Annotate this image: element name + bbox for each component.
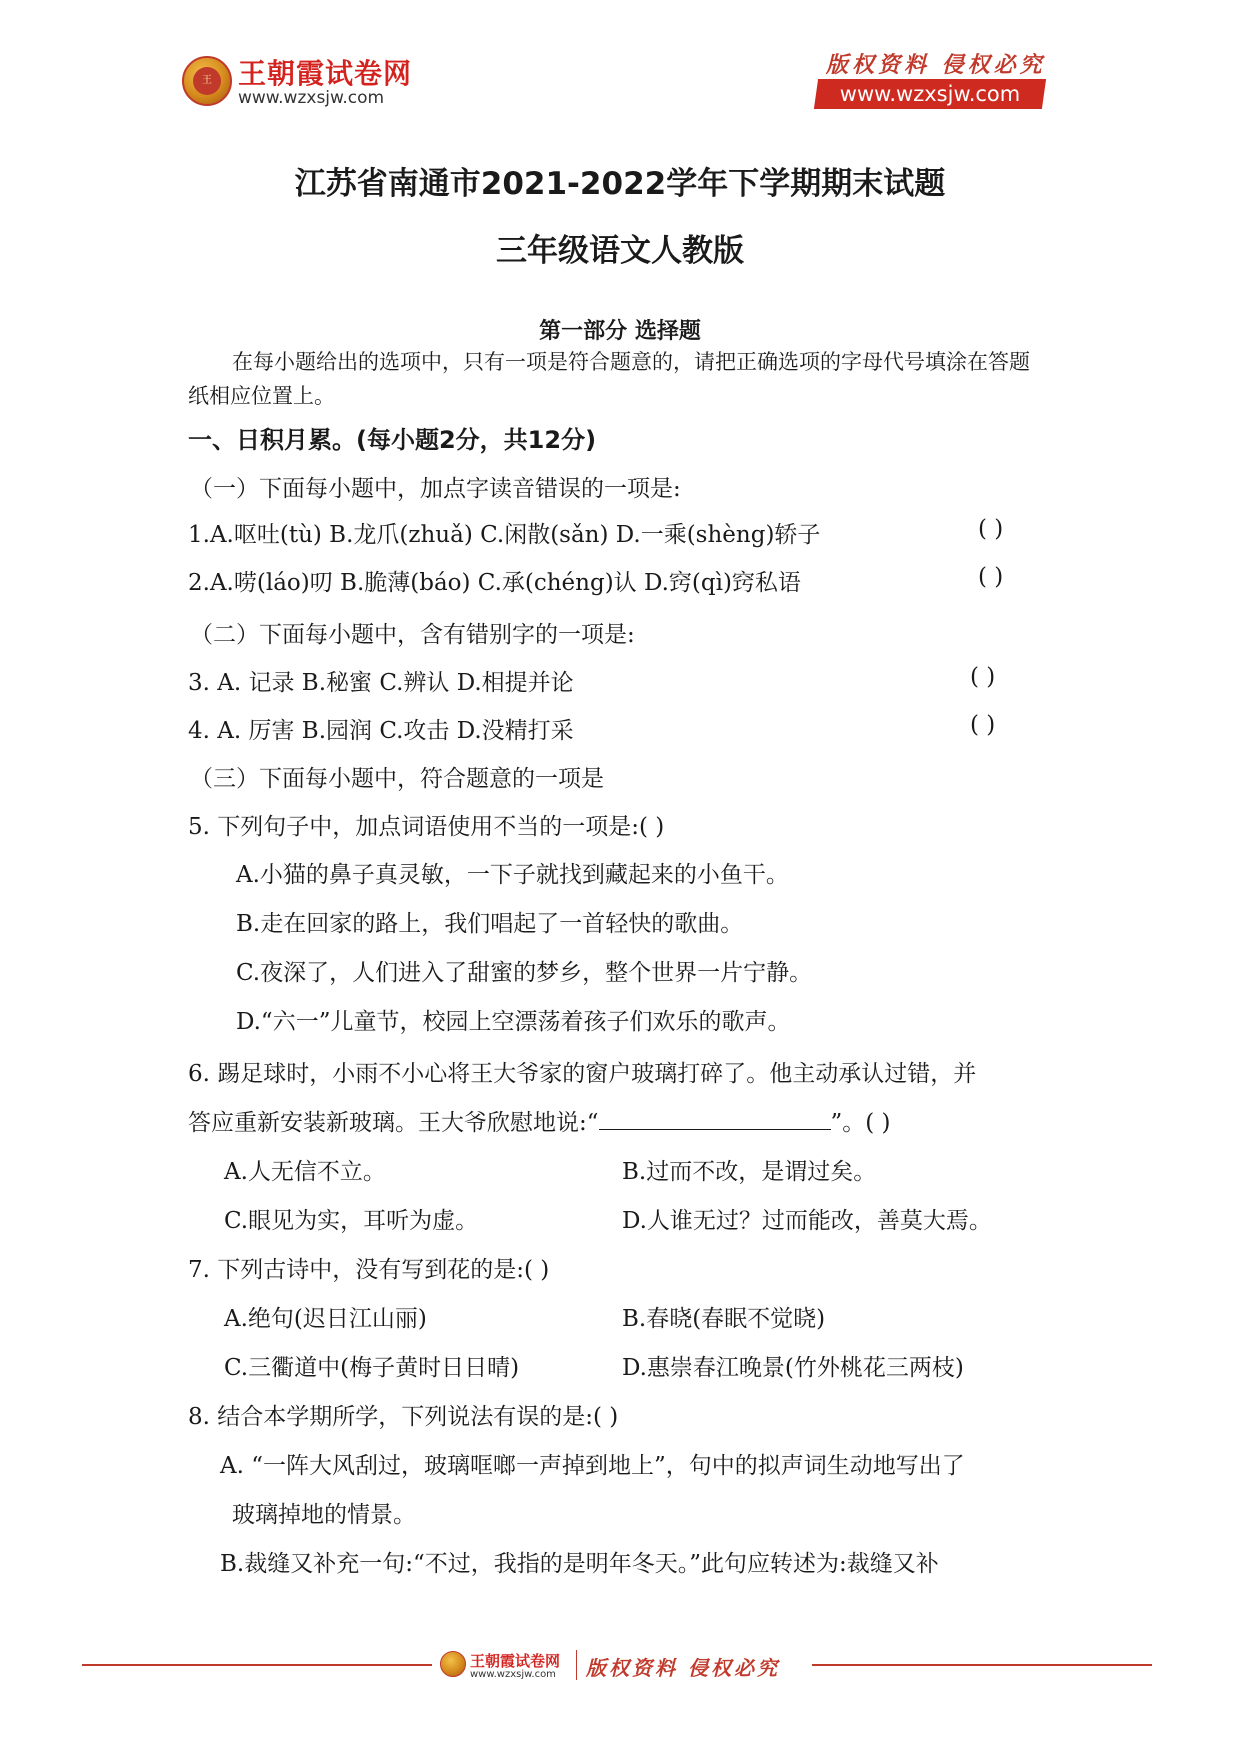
question-4: 4. A. 厉害 B.园润 C.攻击 D.没精打采 <box>188 718 574 744</box>
question-5-option-c[interactable]: C.夜深了，人们进入了甜蜜的梦乡，整个世界一片宁静。 <box>236 960 813 986</box>
footer-seal-icon <box>440 1651 466 1677</box>
copyright-banner <box>816 48 1048 112</box>
question-3: 3. A. 记录 B.秘蜜 C.辨认 D.相提并论 <box>188 670 574 696</box>
question-6-line-1: 6. 踢足球时，小雨不小心将王大爷家的窗户玻璃打碎了。他主动承认过错，并 <box>188 1061 977 1087</box>
copyright-slogan: 版权资料 侵权必究 <box>826 52 1046 78</box>
answer-blank-3[interactable]: ( ) <box>970 664 996 690</box>
footer-divider <box>576 1650 577 1680</box>
question-6-line-2 <box>188 1104 891 1137</box>
question-8-option-a-line-2[interactable]: 玻璃掉地的情景。 <box>232 1502 416 1528</box>
question-8: 8. 结合本学期所学，下列说法有误的是:( ) <box>188 1404 619 1430</box>
subsection-3: （三）下面每小题中，符合题意的一项是 <box>190 766 604 792</box>
question-6-text: 答应重新安装新玻璃。王大爷欣慰地说:“ <box>188 1110 599 1136</box>
question-7-option-d[interactable]: D.惠崇春江晚景(竹外桃花三两枝) <box>622 1355 964 1381</box>
question-2: 2.A.唠(láo)叨 B.脆薄(báo) C.承(chéng)认 D.窍(qì)窍私语 <box>188 570 801 596</box>
question-5: 5. 下列句子中，加点词语使用不当的一项是:( ) <box>188 814 665 840</box>
part-heading: 第一部分 选择题 <box>539 319 701 344</box>
logo-url: www.wzxsjw.com <box>238 88 385 108</box>
question-1: 1.A.呕吐(tù) B.龙爪(zhuǎ) C.闲散(sǎn) D.一乘(shèng)轿子 <box>188 522 821 548</box>
question-7: 7. 下列古诗中，没有写到花的是:( ) <box>188 1257 550 1283</box>
exam-title: 江苏省南通市2021-2022学年下学期期末试题 <box>294 166 946 202</box>
answer-blank-2[interactable]: ( ) <box>978 564 1004 590</box>
exam-subtitle: 三年级语文人教版 <box>496 233 744 269</box>
question-7-option-a[interactable]: A.绝句(迟日江山丽) <box>224 1306 427 1332</box>
site-logo[interactable] <box>182 52 602 112</box>
footer-slogan: 版权资料 侵权必究 <box>586 1656 780 1680</box>
question-8-option-a-line-1[interactable]: A. “一阵大风刮过，玻璃哐啷一声掉到地上”，句中的拟声词生动地写出了 <box>220 1453 965 1479</box>
seal-icon <box>182 56 232 106</box>
answer-blank-1[interactable]: ( ) <box>978 516 1004 542</box>
logo-name: 王朝霞试卷网 <box>238 57 413 90</box>
page-footer <box>0 1640 1240 1690</box>
question-5-option-b[interactable]: B.走在回家的路上，我们唱起了一首轻快的歌曲。 <box>236 911 744 937</box>
question-6-text-end: ”。( ) <box>830 1110 891 1136</box>
instruction-line-1: 在每小题给出的选项中，只有一项是符合题意的，请把正确选项的字母代号填涂在答题 <box>232 350 1030 374</box>
footer-rule-left <box>82 1664 432 1666</box>
fill-in-blank[interactable] <box>599 1109 831 1130</box>
section-heading: 一、日积月累。(每小题2分，共12分) <box>188 426 597 454</box>
footer-rule-right <box>812 1664 1152 1666</box>
question-5-option-d[interactable]: D.“六一”儿童节，校园上空漂荡着孩子们欢乐的歌声。 <box>236 1009 791 1035</box>
question-8-option-b[interactable]: B.裁缝又补充一句:“不过，我指的是明年冬天。”此句应转述为:裁缝又补 <box>220 1551 939 1577</box>
question-6-option-b[interactable]: B.过而不改，是谓过矣。 <box>622 1159 877 1185</box>
seal-text: 王 <box>193 67 221 95</box>
footer-logo-name: 王朝霞试卷网 <box>470 1652 561 1670</box>
footer-logo-url[interactable]: www.wzxsjw.com <box>470 1669 556 1680</box>
question-7-option-b[interactable]: B.春晓(春眠不觉晓) <box>622 1306 826 1332</box>
subsection-2: （二）下面每小题中，含有错别字的一项是: <box>190 622 635 648</box>
subsection-1: （一）下面每小题中，加点字读音错误的一项是: <box>190 476 681 502</box>
copyright-url[interactable]: www.wzxsjw.com <box>839 82 1021 106</box>
question-5-option-a[interactable]: A.小猫的鼻子真灵敏，一下子就找到藏起来的小鱼干。 <box>236 862 789 888</box>
question-6-option-d[interactable]: D.人谁无过？过而能改，善莫大焉。 <box>622 1208 992 1234</box>
question-6-option-a[interactable]: A.人无信不立。 <box>224 1159 386 1185</box>
question-6-option-c[interactable]: C.眼见为实，耳听为虚。 <box>224 1208 479 1234</box>
instruction-line-2: 纸相应位置上。 <box>188 384 335 408</box>
question-7-option-c[interactable]: C.三衢道中(梅子黄时日日晴) <box>224 1355 520 1381</box>
page-header <box>0 0 1240 120</box>
answer-blank-4[interactable]: ( ) <box>970 712 996 738</box>
